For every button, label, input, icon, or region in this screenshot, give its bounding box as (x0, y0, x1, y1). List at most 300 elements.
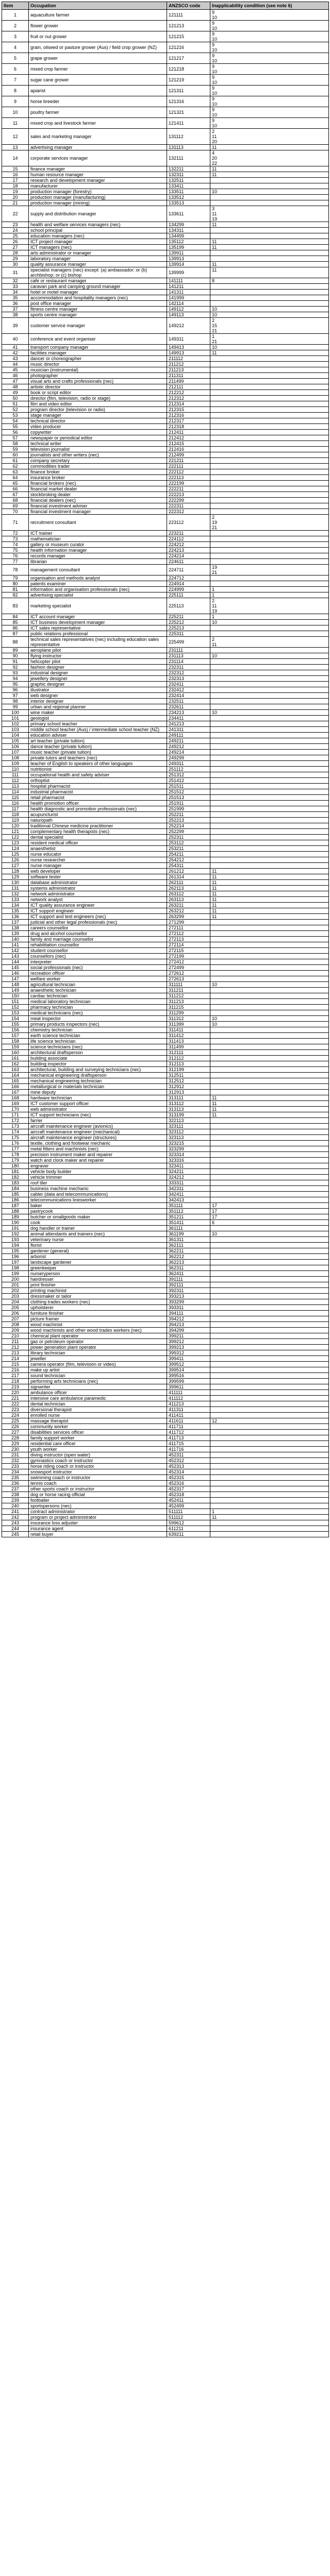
condition-number: 11 (212, 350, 217, 355)
conditions-cell (210, 407, 329, 413)
item-number-cell: 212 (2, 1345, 29, 1350)
item-number-cell: 235 (2, 1475, 29, 1481)
item-number-cell: 24 (2, 228, 29, 233)
item-number-cell: 190 (2, 1220, 29, 1226)
occupation-cell: accommodation and hospitality managers (nec) (29, 295, 167, 301)
occupation-cell: clothing trades workers (nec) (29, 1299, 167, 1305)
occupation-cell: student counsellor (29, 948, 167, 954)
table-row (2, 1503, 329, 1509)
conditions-cell (210, 1435, 329, 1441)
occupation-cell: technical director (29, 418, 167, 424)
item-number-cell: 234 (2, 1469, 29, 1475)
conditions-cell (210, 1192, 329, 1197)
conditions-cell (210, 971, 329, 976)
table-row (2, 1520, 329, 1526)
anzsco-code-cell: 133511 (167, 189, 210, 195)
table-row (2, 166, 329, 172)
item-number-cell: 104 (2, 733, 29, 738)
anzsco-code-cell: 323215 (167, 1141, 210, 1146)
conditions-cell (210, 1141, 329, 1146)
table-row (2, 172, 329, 178)
conditions-cell (210, 1095, 329, 1101)
anzsco-code-cell: 134311 (167, 228, 210, 233)
table-row (2, 1226, 329, 1231)
anzsco-code-cell: 324212 (167, 1175, 210, 1180)
item-number-cell: 150 (2, 993, 29, 999)
anzsco-code-cell: 253211 (167, 846, 210, 852)
table-row (2, 42, 329, 53)
table-row (2, 373, 329, 379)
conditions-cell (210, 1073, 329, 1078)
table-row (2, 64, 329, 75)
table-row (2, 637, 329, 648)
conditions-cell (210, 976, 329, 982)
condition-number: 15 (212, 323, 218, 328)
anzsco-code-cell: 361199 (167, 1231, 210, 1237)
conditions-cell (210, 1288, 329, 1294)
anzsco-code-cell: 149413 (167, 345, 210, 350)
table-row (2, 195, 329, 200)
occupation-cell: web designer (29, 693, 167, 699)
item-number-cell: 37 (2, 307, 29, 312)
occupation-cell: dancer or choreographer (29, 356, 167, 362)
occupation-cell: watch and clock maker and repairer (29, 1158, 167, 1163)
anzsco-code-cell: 224711 (167, 565, 210, 575)
item-number-cell: 93 (2, 670, 29, 676)
occupation-cell: systems administrator (29, 886, 167, 891)
item-number-cell: 48 (2, 384, 29, 390)
anzsco-code-cell: 241311 (167, 727, 210, 733)
conditions-cell (210, 1384, 329, 1390)
conditions-cell (210, 965, 329, 971)
anzsco-code-cell: 212312 (167, 396, 210, 401)
occupation-cell: grain, oilseed or pasture grower (Aus) / field crop grower (NZ) (29, 42, 167, 53)
item-number-cell: 132 (2, 891, 29, 897)
condition-number: 20 (212, 156, 218, 161)
occupation-cell: aircraft maintenance engineer (avionics) (29, 1124, 167, 1129)
occupation-cell: grape grower (29, 53, 167, 64)
occupation-cell: ICT project manager (29, 239, 167, 245)
item-number-cell: 90 (2, 653, 29, 659)
condition-number: 11 (212, 869, 217, 874)
occupation-cell: flower grower (29, 21, 167, 31)
anzsco-code-cell: 272114 (167, 942, 210, 948)
table-row (2, 498, 329, 503)
item-number-cell: 135 (2, 908, 29, 914)
conditions-cell (210, 1209, 329, 1214)
table-row (2, 874, 329, 880)
conditions-cell (210, 806, 329, 812)
occupation-cell: other sports coach or instructor (29, 1486, 167, 1492)
item-number-cell: 38 (2, 312, 29, 318)
conditions-cell (210, 42, 329, 53)
conditions-cell (210, 1124, 329, 1129)
anzsco-code-cell: 452317 (167, 1486, 210, 1492)
item-number-cell: 227 (2, 1430, 29, 1435)
conditions-cell (210, 64, 329, 75)
anzsco-code-cell: 222199 (167, 481, 210, 486)
conditions-cell (210, 1214, 329, 1220)
occupation-cell: nurse educator (29, 852, 167, 857)
anzsco-code-cell: 212318 (167, 424, 210, 430)
table-row (2, 1305, 329, 1311)
table-row (2, 982, 329, 988)
occupation-cell: dog handler or trainer (29, 1226, 167, 1231)
anzsco-code-cell: 312912 (167, 1084, 210, 1090)
conditions-cell (210, 10, 329, 21)
table-row (2, 233, 329, 239)
conditions-cell (210, 1345, 329, 1350)
conditions-cell (210, 150, 329, 166)
header-conditions: Inapplicability condition (see note 6) (210, 2, 329, 10)
item-number-cell: 213 (2, 1350, 29, 1356)
table-row (2, 1022, 329, 1027)
anzsco-code-cell: 224214 (167, 553, 210, 559)
anzsco-code-cell: 362411 (167, 1271, 210, 1277)
conditions-cell (210, 908, 329, 914)
conditions-cell (210, 1305, 329, 1311)
anzsco-code-cell: 311215 (167, 1005, 210, 1010)
table-row (2, 150, 329, 166)
occupation-cell: family and marriage counsellor (29, 937, 167, 942)
occupation-cell: traditional Chinese medicine practitioner (29, 823, 167, 829)
conditions-cell (210, 575, 329, 581)
conditions-cell (210, 903, 329, 908)
table-row (2, 350, 329, 356)
anzsco-code-cell: 272115 (167, 948, 210, 954)
anzsco-code-cell: 139911 (167, 250, 210, 256)
anzsco-code-cell: 133513 (167, 200, 210, 206)
table-row (2, 464, 329, 469)
conditions-cell (210, 413, 329, 418)
anzsco-code-cell: 212499 (167, 452, 210, 458)
occupation-cell: ICT quality assurance engineer (29, 903, 167, 908)
anzsco-code-cell: 232414 (167, 693, 210, 699)
anzsco-code-cell: 312111 (167, 1050, 210, 1056)
item-number-cell: 188 (2, 1209, 29, 1214)
anzsco-code-cell: 272612 (167, 971, 210, 976)
occupation-cell: facilities manager (29, 350, 167, 356)
conditions-cell (210, 362, 329, 367)
occupation-cell: copywriter (29, 430, 167, 435)
anzsco-code-cell: 211213 (167, 367, 210, 373)
anzsco-code-cell: 225311 (167, 631, 210, 637)
condition-number: 9 (212, 10, 215, 15)
item-number-cell: 198 (2, 1265, 29, 1271)
occupation-cell: newspaper or periodical editor (29, 435, 167, 441)
item-number-cell: 173 (2, 1124, 29, 1129)
table-row (2, 301, 329, 307)
anzsco-code-cell: 212315 (167, 407, 210, 413)
conditions-cell (210, 21, 329, 31)
occupation-cell: architectural draftsperson (29, 1050, 167, 1056)
item-number-cell: 52 (2, 407, 29, 413)
conditions-cell (210, 829, 329, 835)
table-row (2, 553, 329, 559)
occupation-cell: ICT account manager (29, 614, 167, 620)
occupation-cell: helicopter pilot (29, 659, 167, 665)
table-row (2, 733, 329, 738)
item-number-cell: 118 (2, 812, 29, 818)
conditions-cell (210, 1022, 329, 1027)
occupation-cell: marketing specialist (29, 598, 167, 614)
occupation-cell: nutritionist (29, 767, 167, 772)
item-number-cell: 225 (2, 1418, 29, 1424)
item-number-cell: 129 (2, 874, 29, 880)
conditions-cell (210, 1532, 329, 1537)
anzsco-code-cell: 312199 (167, 1067, 210, 1073)
anzsco-code-cell: 393311 (167, 1305, 210, 1311)
conditions-cell (210, 727, 329, 733)
anzsco-code-cell: 134499 (167, 233, 210, 239)
occupation-cell: aquaculture farmer (29, 10, 167, 21)
table-row (2, 1169, 329, 1175)
table-row (2, 362, 329, 367)
table-row (2, 228, 329, 233)
table-row (2, 1339, 329, 1345)
condition-number: 11 (212, 642, 217, 647)
conditions-cell (210, 350, 329, 356)
conditions-cell (210, 1277, 329, 1282)
conditions-cell (210, 1056, 329, 1061)
table-row (2, 581, 329, 587)
condition-number: 4 (212, 150, 215, 156)
condition-number: 22 (212, 161, 218, 166)
anzsco-code-cell: 361111 (167, 1226, 210, 1231)
item-number-cell: 110 (2, 767, 29, 772)
occupation-cell: industrial pharmacist (29, 789, 167, 795)
table-row (2, 676, 329, 682)
anzsco-code-cell: 221211 (167, 458, 210, 464)
occupation-cell: patents examiner (29, 581, 167, 587)
anzsco-code-cell: 271299 (167, 920, 210, 925)
occupation-cell: health and welfare services managers (nec) (29, 222, 167, 228)
occupation-cell: dance teacher (private tuition) (29, 744, 167, 750)
item-number-cell: 103 (2, 727, 29, 733)
conditions-cell (210, 778, 329, 784)
anzsco-code-cell: 121213 (167, 21, 210, 31)
anzsco-code-cell: 231114 (167, 659, 210, 665)
item-number-cell: 172 (2, 1118, 29, 1124)
anzsco-code-cell: 249211 (167, 738, 210, 744)
table-row (2, 750, 329, 755)
conditions-cell (210, 301, 329, 307)
condition-number: 17 (212, 1214, 218, 1219)
anzsco-code-cell: 399611 (167, 1384, 210, 1390)
occupation-cell: ICT business development manager (29, 620, 167, 625)
occupation-cell: intensive care ambulance paramedic (29, 1396, 167, 1401)
occupation-cell: visual arts and crafts professionals (nec) (29, 379, 167, 384)
occupation-cell: sound technician (29, 1373, 167, 1379)
item-number-cell: 233 (2, 1464, 29, 1469)
conditions-cell (210, 233, 329, 239)
anzsco-code-cell: 212111 (167, 384, 210, 390)
anzsco-code-cell: 212416 (167, 447, 210, 452)
conditions-cell (210, 1129, 329, 1135)
table-row (2, 206, 329, 222)
conditions-cell (210, 744, 329, 750)
conditions-cell (210, 1492, 329, 1498)
item-number-cell: 85 (2, 620, 29, 625)
table-row (2, 1515, 329, 1520)
item-number-cell: 200 (2, 1277, 29, 1282)
table-row (2, 250, 329, 256)
table-row (2, 1509, 329, 1515)
conditions-cell (210, 1520, 329, 1526)
item-number-cell: 191 (2, 1226, 29, 1231)
occupation-cell: ICT support engineer (29, 908, 167, 914)
item-number-cell: 47 (2, 379, 29, 384)
table-row (2, 942, 329, 948)
anzsco-code-cell: 224212 (167, 542, 210, 548)
item-number-cell: 94 (2, 676, 29, 682)
table-row (2, 1033, 329, 1039)
occupation-cell: poultry farmer (29, 107, 167, 118)
anzsco-code-cell: 121411 (167, 118, 210, 129)
item-number-cell: 88 (2, 637, 29, 648)
conditions-cell (210, 1447, 329, 1452)
table-row (2, 620, 329, 625)
conditions-cell (210, 931, 329, 937)
occupation-cell: anaesthetic technician (29, 988, 167, 993)
item-number-cell: 14 (2, 150, 29, 166)
anzsco-code-cell: 611211 (167, 1526, 210, 1532)
occupation-cell: animal attendants and trainers (nec) (29, 1231, 167, 1237)
table-row (2, 806, 329, 812)
item-number-cell: 186 (2, 1197, 29, 1203)
conditions-cell (210, 452, 329, 458)
item-number-cell: 40 (2, 334, 29, 345)
table-row (2, 1333, 329, 1339)
anzsco-code-cell: 225499 (167, 637, 210, 648)
anzsco-code-cell: 234213 (167, 710, 210, 716)
item-number-cell: 120 (2, 823, 29, 829)
anzsco-code-cell: 399212 (167, 1339, 210, 1345)
anzsco-code-cell: 241213 (167, 721, 210, 727)
anzsco-code-cell: 411711 (167, 1424, 210, 1430)
table-row (2, 1050, 329, 1056)
item-number-cell: 4 (2, 42, 29, 53)
condition-number: 17 (212, 1209, 218, 1214)
item-number-cell: 196 (2, 1254, 29, 1260)
occupation-cell: ICT customer support officer (29, 1101, 167, 1107)
conditions-cell (210, 1118, 329, 1124)
table-row (2, 565, 329, 575)
table-row (2, 1124, 329, 1129)
anzsco-code-cell: 452313 (167, 1464, 210, 1469)
occupation-cell: illustrator (29, 687, 167, 693)
anzsco-code-cell: 639211 (167, 1532, 210, 1537)
anzsco-code-cell: 313111 (167, 1095, 210, 1101)
conditions-cell (210, 1231, 329, 1237)
occupation-cell: wood machinists and other wood trades workers (nec) (29, 1328, 167, 1333)
anzsco-code-cell: 224999 (167, 587, 210, 592)
occupation-cell: medical technicians (nec) (29, 1010, 167, 1016)
item-number-cell: 112 (2, 778, 29, 784)
table-row (2, 1152, 329, 1158)
conditions-cell (210, 710, 329, 716)
table-row (2, 1129, 329, 1135)
conditions-cell (210, 189, 329, 195)
occupation-cell: stockbroking dealer (29, 492, 167, 498)
condition-number: 9 (212, 107, 215, 112)
occupation-cell: production manager (manufacturing) (29, 195, 167, 200)
condition-number: 11 (212, 166, 217, 172)
anzsco-code-cell: 399599 (167, 1379, 210, 1384)
occupation-cell: building associate (29, 1056, 167, 1061)
table-row (2, 1146, 329, 1152)
anzsco-code-cell: 452499 (167, 1503, 210, 1509)
occupation-cell: gas or petroleum operator (29, 1339, 167, 1345)
table-row (2, 653, 329, 659)
conditions-cell (210, 486, 329, 492)
item-number-cell: 146 (2, 971, 29, 976)
condition-number: 11 (212, 1112, 217, 1117)
anzsco-code-cell: 225212 (167, 620, 210, 625)
conditions-cell (210, 818, 329, 823)
conditions-cell (210, 846, 329, 852)
anzsco-code-cell: 223211 (167, 531, 210, 536)
anzsco-code-cell: 225113 (167, 598, 210, 614)
conditions-cell (210, 129, 329, 145)
anzsco-code-cell: 362211 (167, 1248, 210, 1254)
condition-number: 11 (212, 262, 217, 267)
item-number-cell: 31 (2, 267, 29, 278)
anzsco-code-cell: 263113 (167, 897, 210, 903)
condition-number: 11 (212, 134, 217, 139)
item-number-cell: 189 (2, 1214, 29, 1220)
anzsco-code-cell: 249299 (167, 755, 210, 761)
anzsco-code-cell: 225211 (167, 614, 210, 620)
conditions-cell (210, 31, 329, 42)
anzsco-code-cell: 251112 (167, 767, 210, 772)
conditions-cell (210, 659, 329, 665)
table-row (2, 1044, 329, 1050)
item-number-cell: 6 (2, 64, 29, 75)
anzsco-code-cell: 262113 (167, 886, 210, 891)
anzsco-code-cell: 121111 (167, 10, 210, 21)
occupation-cell: print finisher (29, 1282, 167, 1288)
table-row (2, 908, 329, 914)
header-code: ANZSCO code (167, 2, 210, 10)
occupation-cell: specialist managers (nec) except: (a) ambassador; or (b) archbishop; or (c) bishop (29, 267, 167, 278)
condition-number: 10 (212, 307, 218, 312)
item-number-cell: 231 (2, 1452, 29, 1458)
item-number-cell: 72 (2, 531, 29, 536)
item-number-cell: 54 (2, 418, 29, 424)
table-row (2, 245, 329, 250)
conditions-cell (210, 107, 329, 118)
occupation-cell: finance manager (29, 166, 167, 172)
conditions-cell (210, 665, 329, 670)
occupation-cell: finance broker (29, 469, 167, 475)
conditions-cell (210, 166, 329, 172)
table-row (2, 1090, 329, 1095)
occupation-cell: architectural, building and surveying technicians (nec) (29, 1067, 167, 1073)
conditions-cell (210, 245, 329, 250)
item-number-cell: 133 (2, 897, 29, 903)
condition-number: 11 (212, 172, 217, 177)
conditions-cell (210, 206, 329, 222)
item-number-cell: 20 (2, 195, 29, 200)
conditions-cell (210, 256, 329, 262)
occupation-cell: camera operator (film, television or video) (29, 1362, 167, 1367)
table-row (2, 183, 329, 189)
anzsco-code-cell: 324211 (167, 1169, 210, 1175)
occupation-cell: financial investment manager (29, 509, 167, 515)
item-number-cell: 124 (2, 846, 29, 852)
item-number-cell: 128 (2, 869, 29, 874)
